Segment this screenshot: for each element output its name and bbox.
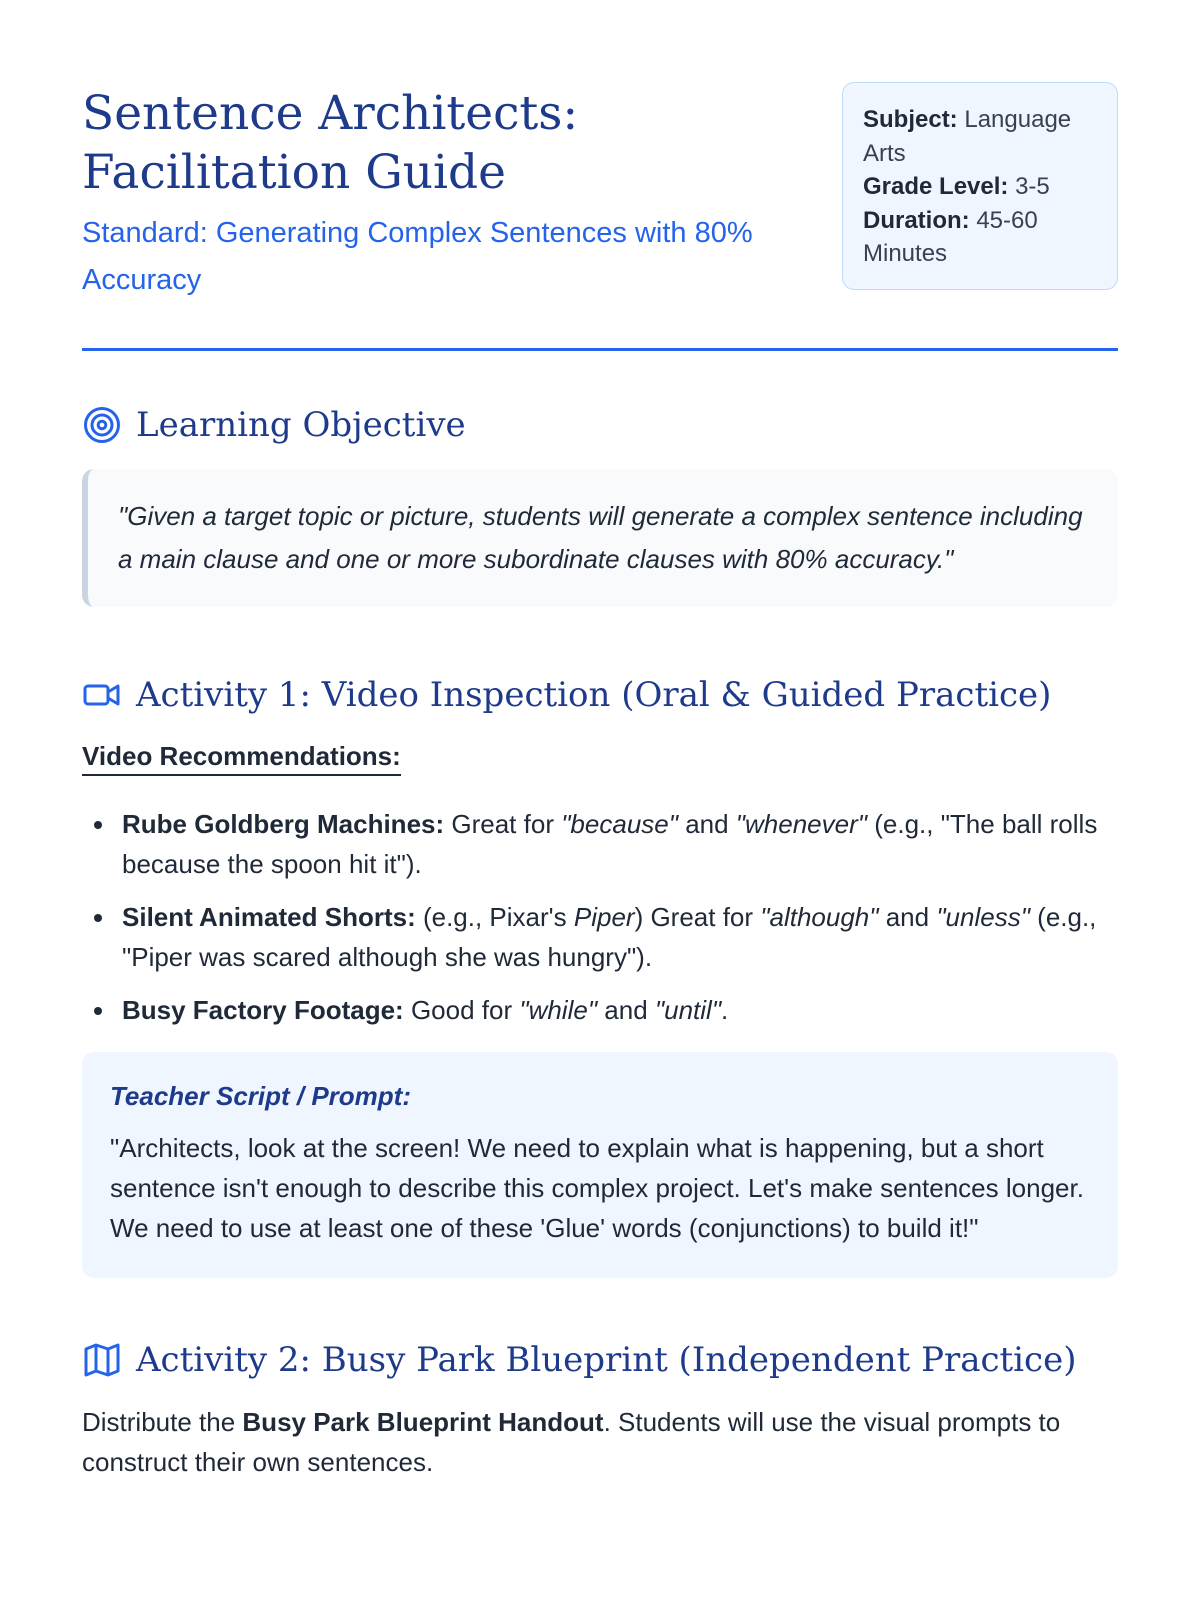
list-item-text: (e.g., "The ball rolls because the spoon hit it"). xyxy=(122,809,1098,879)
meta-grade-label: Grade Level: xyxy=(863,173,1009,200)
list-item-text: and xyxy=(677,809,736,839)
list-item-title: Silent Animated Shorts: xyxy=(122,902,416,932)
teacher-script-title: Teacher Script / Prompt: xyxy=(110,1081,411,1111)
meta-subject xyxy=(863,103,1097,170)
conjunction-example: "unless" xyxy=(936,902,1030,932)
list-item-text: and xyxy=(597,995,655,1025)
title-line-1: Sentence Architects: xyxy=(82,86,579,141)
meta-duration-label: Duration: xyxy=(863,206,970,234)
header-left xyxy=(82,80,842,304)
objective-heading: Learning Objective xyxy=(136,405,466,445)
list-item-text: (e.g., Pixar's xyxy=(415,902,574,932)
activity1-heading-row xyxy=(82,673,1118,717)
instructions-text: Distribute the xyxy=(82,1407,243,1437)
list-item xyxy=(82,804,1118,884)
header xyxy=(82,80,1118,304)
meta-subject-label: Subject: xyxy=(863,106,958,133)
title-line-2: Facilitation Guide xyxy=(82,145,506,200)
conjunction-example: "whenever" xyxy=(735,809,867,839)
instructions-text: . Students will use the visual prompts to construct their own sentences. xyxy=(82,1407,1061,1477)
list-item-text: . xyxy=(721,995,729,1025)
meta-duration xyxy=(863,204,1097,271)
film-title: Piper xyxy=(573,902,635,932)
list-item-title: Busy Factory Footage: xyxy=(122,995,404,1025)
video-camera-icon xyxy=(82,675,122,715)
list-item-text: Great for xyxy=(444,809,562,839)
meta-duration-value: 45-60 Minutes xyxy=(863,206,1038,267)
meta-grade-value: 3-5 xyxy=(1015,173,1050,200)
conjunction-example: "because" xyxy=(561,809,678,839)
objective-quote: "Given a target topic or picture, students will generate a complex sentence including a main clause and one or more subordinate clauses with 80% accuracy." xyxy=(82,469,1118,607)
meta-subject-value: Language Arts xyxy=(863,106,1072,167)
meta-grade xyxy=(863,170,1097,204)
objective-heading-row xyxy=(82,403,1118,447)
activity1-heading: Activity 1: Video Inspection (Oral & Guided Practice) xyxy=(136,675,1052,715)
page-title xyxy=(82,84,842,202)
video-recommendations-label: Video Recommendations: xyxy=(82,739,401,776)
list-item-text: Good for xyxy=(403,995,520,1025)
map-icon xyxy=(82,1340,122,1380)
header-divider xyxy=(82,348,1118,351)
standard-subtitle: Standard: Generating Complex Sentences with 80% Accuracy xyxy=(82,217,753,296)
activity2-heading: Activity 2: Busy Park Blueprint (Independent Practice) xyxy=(136,1340,1077,1380)
lesson-meta-box xyxy=(842,82,1118,290)
conjunction-example: "while" xyxy=(519,995,598,1025)
list-item-text: (e.g., "Piper was scared although she was hungry"). xyxy=(122,902,1097,972)
conjunction-example: "until" xyxy=(654,995,722,1025)
teacher-script-text: "Architects, look at the screen! We need to explain what is happening, but a short sentence isn't enough to describe this complex project. Let's make sentences longer. We need to use at least one of these 'Glue' words (conjunctions) to build it!" xyxy=(110,1133,1084,1243)
activity2-instructions xyxy=(82,1402,1118,1482)
handout-name: Busy Park Blueprint Handout xyxy=(242,1407,604,1437)
conjunction-example: "although" xyxy=(760,902,879,932)
list-item xyxy=(82,897,1118,977)
target-icon xyxy=(82,405,122,445)
video-recommendations-list xyxy=(82,804,1118,1030)
list-item xyxy=(82,990,1118,1030)
teacher-script-box xyxy=(82,1052,1118,1278)
list-item-text: and xyxy=(878,902,937,932)
list-item-text: ) Great for xyxy=(634,902,761,932)
list-item-title: Rube Goldberg Machines: xyxy=(122,809,445,839)
activity2-heading-row xyxy=(82,1338,1118,1382)
